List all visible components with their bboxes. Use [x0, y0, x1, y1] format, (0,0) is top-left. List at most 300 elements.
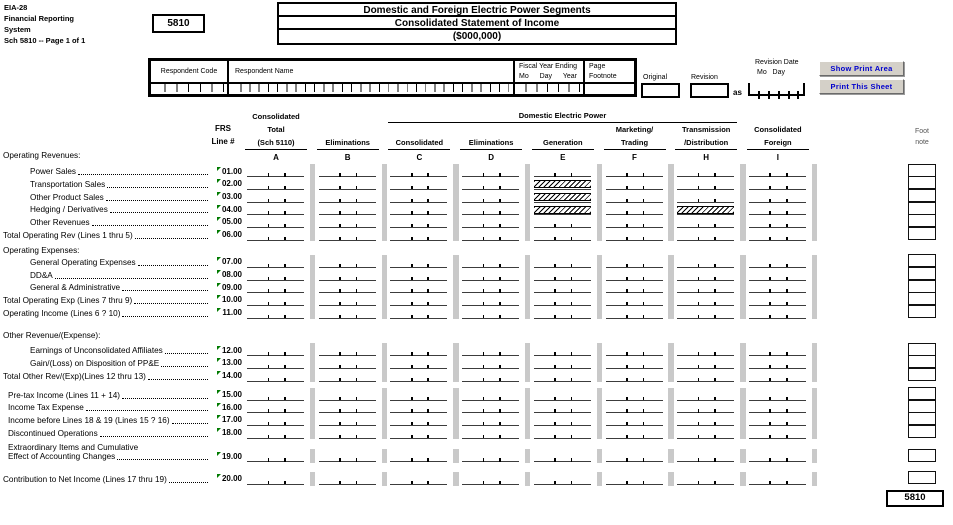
cell-underline — [319, 292, 376, 293]
cell-B-04.00[interactable] — [317, 204, 379, 216]
cell-C-01.00[interactable] — [388, 166, 450, 178]
cell-underline — [677, 292, 734, 293]
cell-B-18.00[interactable] — [317, 427, 379, 439]
cell-E-18.00[interactable] — [532, 427, 594, 439]
cell-A-03.00[interactable] — [245, 191, 307, 203]
cell-C-12.00[interactable] — [388, 345, 450, 357]
cell-F-01.00[interactable] — [604, 166, 666, 178]
cell-underline — [390, 202, 447, 203]
cell-C-03.00[interactable] — [388, 191, 450, 203]
cell-E-03.00[interactable] — [532, 191, 594, 203]
cell-A-06.00[interactable] — [245, 229, 307, 241]
cell-underline — [749, 318, 806, 319]
cell-E-16.00[interactable] — [532, 402, 594, 414]
comma-tick — [571, 264, 573, 268]
column-separator-bar — [597, 343, 603, 382]
cell-C-18.00[interactable] — [388, 427, 450, 439]
footnote-box-08.00[interactable] — [908, 267, 936, 280]
cell-H-11.00[interactable] — [675, 307, 737, 319]
footnote-box-15.00[interactable] — [908, 387, 936, 400]
cell-I-19.00[interactable] — [747, 451, 809, 463]
cell-A-02.00[interactable] — [245, 178, 307, 190]
cell-C-17.00[interactable] — [388, 414, 450, 426]
cell-E-17.00[interactable] — [532, 414, 594, 426]
cell-E-06.00[interactable] — [532, 229, 594, 241]
comma-tick — [483, 173, 485, 177]
cell-H-14.00[interactable] — [675, 370, 737, 382]
cell-B-01.00[interactable] — [317, 166, 379, 178]
original-input-box[interactable] — [641, 83, 680, 98]
cell-H-20.00[interactable] — [675, 473, 737, 485]
comma-tick — [643, 224, 645, 228]
cell-D-05.00[interactable] — [460, 216, 522, 228]
cell-C-02.00[interactable] — [388, 178, 450, 190]
cell-B-13.00[interactable] — [317, 357, 379, 369]
cell-B-03.00[interactable] — [317, 191, 379, 203]
cell-B-11.00[interactable] — [317, 307, 379, 319]
cell-E-10.00[interactable] — [532, 294, 594, 306]
cell-B-02.00[interactable] — [317, 178, 379, 190]
cell-D-02.00[interactable] — [460, 178, 522, 190]
respondent-code-input[interactable] — [154, 83, 224, 92]
cell-D-07.00[interactable] — [460, 256, 522, 268]
cell-H-19.00[interactable] — [675, 451, 737, 463]
cell-D-13.00[interactable] — [460, 357, 522, 369]
cell-C-19.00[interactable] — [388, 451, 450, 463]
cell-underline — [390, 355, 447, 356]
comma-tick — [356, 186, 358, 190]
comma-tick — [769, 352, 771, 356]
comma-tick — [356, 199, 358, 203]
comma-tick — [339, 397, 341, 401]
cell-H-06.00[interactable] — [675, 229, 737, 241]
cell-A-14.00[interactable] — [245, 370, 307, 382]
cell-H-13.00[interactable] — [675, 357, 737, 369]
cell-underline — [319, 202, 376, 203]
cell-D-15.00[interactable] — [460, 389, 522, 401]
cell-D-19.00[interactable] — [460, 451, 522, 463]
cell-F-17.00[interactable] — [604, 414, 666, 426]
cell-I-16.00[interactable] — [747, 402, 809, 414]
revision-input-box[interactable] — [690, 83, 729, 98]
respondent-name-label: Respondent Name — [235, 68, 294, 75]
cell-F-19.00[interactable] — [604, 451, 666, 463]
cell-I-10.00[interactable] — [747, 294, 809, 306]
cell-I-14.00[interactable] — [747, 370, 809, 382]
cell-C-10.00[interactable] — [388, 294, 450, 306]
cell-E-15.00[interactable] — [532, 389, 594, 401]
comma-tick — [411, 315, 413, 319]
comma-tick — [427, 481, 429, 485]
cell-E-11.00[interactable] — [532, 307, 594, 319]
cell-D-14.00[interactable] — [460, 370, 522, 382]
cell-underline — [390, 267, 447, 268]
line-number-text: 16.00 — [221, 402, 242, 412]
comma-tick — [483, 481, 485, 485]
column-separator-bar — [382, 449, 388, 463]
cell-C-15.00[interactable] — [388, 389, 450, 401]
cell-C-13.00[interactable] — [388, 357, 450, 369]
cell-underline — [390, 189, 447, 190]
comma-tick — [339, 186, 341, 190]
column-separator-bar — [668, 449, 674, 463]
comma-tick — [499, 422, 501, 426]
column-header-rule-C — [388, 149, 450, 150]
cell-underline — [462, 214, 519, 215]
cell-I-20.00[interactable] — [747, 473, 809, 485]
cell-H-05.00[interactable] — [675, 216, 737, 228]
comma-tick — [427, 378, 429, 382]
cell-H-03.00[interactable] — [675, 191, 737, 203]
cell-F-03.00[interactable] — [604, 191, 666, 203]
footnote-box-05.00[interactable] — [908, 214, 936, 227]
cell-E-20.00[interactable] — [532, 473, 594, 485]
as-label: as — [733, 88, 742, 97]
cell-C-09.00[interactable] — [388, 282, 450, 294]
column-header-F: Trading — [620, 138, 649, 147]
cell-F-12.00[interactable] — [604, 345, 666, 357]
cell-B-08.00[interactable] — [317, 269, 379, 281]
line-number-text: 02.00 — [221, 179, 242, 189]
cell-B-15.00[interactable] — [317, 389, 379, 401]
cell-D-18.00[interactable] — [460, 427, 522, 439]
comma-tick — [427, 315, 429, 319]
comma-tick — [268, 199, 270, 203]
cell-E-09.00[interactable] — [532, 282, 594, 294]
cell-F-09.00[interactable] — [604, 282, 666, 294]
footnote-box-14.00[interactable] — [908, 368, 936, 381]
cell-D-12.00[interactable] — [460, 345, 522, 357]
cell-I-09.00[interactable] — [747, 282, 809, 294]
cell-B-07.00[interactable] — [317, 256, 379, 268]
cell-underline — [247, 318, 304, 319]
cell-underline — [390, 176, 447, 177]
cell-underline — [606, 267, 663, 268]
cell-underline — [749, 400, 806, 401]
cell-D-06.00[interactable] — [460, 229, 522, 241]
cell-underline — [247, 189, 304, 190]
cell-C-07.00[interactable] — [388, 256, 450, 268]
comment-indicator-icon — [217, 295, 221, 299]
line-number-text: 14.00 — [221, 371, 242, 380]
cell-F-18.00[interactable] — [604, 427, 666, 439]
cell-F-20.00[interactable] — [604, 473, 666, 485]
row-label — [30, 180, 210, 190]
cell-F-07.00[interactable] — [604, 256, 666, 268]
cell-F-11.00[interactable] — [604, 307, 666, 319]
cell-B-09.00[interactable] — [317, 282, 379, 294]
cell-I-02.00[interactable] — [747, 178, 809, 190]
cell-underline — [606, 412, 663, 413]
footnote-box-09.00[interactable] — [908, 280, 936, 293]
cell-E-02.00[interactable] — [532, 178, 594, 190]
cell-underline — [462, 227, 519, 228]
cell-underline — [749, 227, 806, 228]
cell-A-09.00[interactable] — [245, 282, 307, 294]
cell-C-06.00[interactable] — [388, 229, 450, 241]
cell-A-18.00[interactable] — [245, 427, 307, 439]
comma-tick — [411, 397, 413, 401]
line-number-text: 01.00 — [221, 166, 242, 176]
cell-I-08.00[interactable] — [747, 269, 809, 281]
dotted-leader — [92, 219, 208, 226]
cell-C-08.00[interactable] — [388, 269, 450, 281]
comment-indicator-icon — [217, 205, 221, 209]
column-header-B: Eliminations — [325, 138, 370, 147]
cell-underline — [390, 292, 447, 293]
row-label-text: Total Operating Rev (Lines 1 thru 5) — [3, 230, 133, 240]
cell-H-10.00[interactable] — [675, 294, 737, 306]
cell-B-12.00[interactable] — [317, 345, 379, 357]
comma-tick — [339, 365, 341, 369]
form-id-line: Sch 5810 -- Page 1 of 1 — [4, 36, 86, 45]
cell-underline — [677, 240, 734, 241]
cell-F-04.00[interactable] — [604, 204, 666, 216]
comment-indicator-icon — [217, 474, 221, 478]
cell-B-16.00[interactable] — [317, 402, 379, 414]
footnote-box-03.00[interactable] — [908, 189, 936, 202]
comma-tick — [356, 378, 358, 382]
cell-E-04.00[interactable] — [532, 204, 594, 216]
comma-tick — [284, 277, 286, 281]
comma-tick — [698, 352, 700, 356]
cell-I-15.00[interactable] — [747, 389, 809, 401]
comment-indicator-icon — [217, 270, 221, 274]
cell-D-08.00[interactable] — [460, 269, 522, 281]
comma-tick — [554, 458, 556, 462]
comma-tick — [427, 435, 429, 439]
cell-A-10.00[interactable] — [245, 294, 307, 306]
cell-A-01.00[interactable] — [245, 166, 307, 178]
cell-A-07.00[interactable] — [245, 256, 307, 268]
cell-D-04.00[interactable] — [460, 204, 522, 216]
cell-H-16.00[interactable] — [675, 402, 737, 414]
cell-I-03.00[interactable] — [747, 191, 809, 203]
cell-H-15.00[interactable] — [675, 389, 737, 401]
cell-C-14.00[interactable] — [388, 370, 450, 382]
cell-F-02.00[interactable] — [604, 178, 666, 190]
cell-underline — [677, 400, 734, 401]
cell-E-07.00[interactable] — [532, 256, 594, 268]
row-label-text: Income before Lines 18 & 19 (Lines 15 ? 16) — [8, 415, 170, 425]
cell-F-06.00[interactable] — [604, 229, 666, 241]
column-header-C: Consolidated — [395, 138, 444, 147]
comma-tick — [643, 173, 645, 177]
comma-tick — [483, 352, 485, 356]
comma-tick — [786, 409, 788, 413]
comma-tick — [356, 481, 358, 485]
footnote-box-04.00[interactable] — [908, 202, 936, 215]
cell-D-09.00[interactable] — [460, 282, 522, 294]
footnote-box-17.00[interactable] — [908, 412, 936, 425]
footnote-box-20.00[interactable] — [908, 471, 936, 484]
cell-E-19.00[interactable] — [532, 451, 594, 463]
cell-underline — [390, 280, 447, 281]
comma-tick — [769, 199, 771, 203]
cell-A-16.00[interactable] — [245, 402, 307, 414]
cell-A-19.00[interactable] — [245, 451, 307, 463]
cell-F-15.00[interactable] — [604, 389, 666, 401]
column-separator-bar — [740, 472, 746, 486]
show-print-area-button[interactable]: Show Print Area — [819, 61, 904, 76]
revision-label: Revision — [691, 74, 718, 81]
cell-H-01.00[interactable] — [675, 166, 737, 178]
fiscal-year-label: Fiscal Year Ending — [519, 63, 577, 70]
cell-underline — [247, 214, 304, 215]
print-this-sheet-button[interactable]: Print This Sheet — [819, 79, 904, 94]
cell-C-11.00[interactable] — [388, 307, 450, 319]
respondent-name-input[interactable] — [232, 83, 509, 92]
footnote-box-10.00[interactable] — [908, 292, 936, 305]
cell-I-17.00[interactable] — [747, 414, 809, 426]
cell-A-20.00[interactable] — [245, 473, 307, 485]
cell-H-12.00[interactable] — [675, 345, 737, 357]
cell-D-17.00[interactable] — [460, 414, 522, 426]
cell-underline — [534, 438, 591, 439]
cell-D-16.00[interactable] — [460, 402, 522, 414]
footnote-box-18.00[interactable] — [908, 425, 936, 438]
cell-H-17.00[interactable] — [675, 414, 737, 426]
footnote-box-01.00[interactable] — [908, 164, 936, 177]
cell-F-05.00[interactable] — [604, 216, 666, 228]
line-number-18.00 — [204, 428, 242, 438]
cell-E-05.00[interactable] — [532, 216, 594, 228]
comma-tick — [411, 409, 413, 413]
cell-E-13.00[interactable] — [532, 357, 594, 369]
cell-A-17.00[interactable] — [245, 414, 307, 426]
cell-underline — [319, 381, 376, 382]
cell-F-13.00[interactable] — [604, 357, 666, 369]
comma-tick — [626, 378, 628, 382]
row-section-label: Operating Revenues: — [3, 151, 81, 160]
cell-H-04.00[interactable] — [675, 204, 737, 216]
cell-H-18.00[interactable] — [675, 427, 737, 439]
cell-F-16.00[interactable] — [604, 402, 666, 414]
footnote-box-06.00[interactable] — [908, 227, 936, 240]
cell-A-13.00[interactable] — [245, 357, 307, 369]
cell-F-14.00[interactable] — [604, 370, 666, 382]
cell-I-05.00[interactable] — [747, 216, 809, 228]
cell-D-03.00[interactable] — [460, 191, 522, 203]
dotted-leader — [138, 259, 208, 266]
comma-tick — [284, 173, 286, 177]
comma-tick — [411, 365, 413, 369]
cell-C-16.00[interactable] — [388, 402, 450, 414]
cell-H-08.00[interactable] — [675, 269, 737, 281]
cell-F-08.00[interactable] — [604, 269, 666, 281]
cell-B-19.00[interactable] — [317, 451, 379, 463]
dotted-leader — [122, 392, 208, 399]
comma-tick — [499, 173, 501, 177]
cell-D-01.00[interactable] — [460, 166, 522, 178]
comma-tick — [284, 302, 286, 306]
cell-D-10.00[interactable] — [460, 294, 522, 306]
cell-F-10.00[interactable] — [604, 294, 666, 306]
cell-underline — [319, 214, 376, 215]
cell-H-07.00[interactable] — [675, 256, 737, 268]
cell-I-11.00[interactable] — [747, 307, 809, 319]
cell-underline — [247, 240, 304, 241]
cell-I-01.00[interactable] — [747, 166, 809, 178]
cell-underline — [534, 280, 591, 281]
footnote-box-12.00[interactable] — [908, 343, 936, 356]
column-separator-bar — [310, 255, 316, 320]
line-number-17.00 — [204, 415, 242, 425]
cell-E-14.00[interactable] — [532, 370, 594, 382]
cell-A-05.00[interactable] — [245, 216, 307, 228]
line-number-text: 11.00 — [222, 308, 242, 317]
cell-C-04.00[interactable] — [388, 204, 450, 216]
cell-E-08.00[interactable] — [532, 269, 594, 281]
cell-underline — [749, 425, 806, 426]
cell-B-20.00[interactable] — [317, 473, 379, 485]
column-header-rule-A — [245, 149, 307, 150]
cell-E-01.00[interactable] — [532, 166, 594, 178]
cell-underline — [534, 368, 591, 369]
footnote-box-16.00[interactable] — [908, 400, 936, 413]
cell-I-13.00[interactable] — [747, 357, 809, 369]
comma-tick — [411, 352, 413, 356]
comma-tick — [571, 173, 573, 177]
cell-I-12.00[interactable] — [747, 345, 809, 357]
comma-tick — [643, 481, 645, 485]
comma-tick — [786, 435, 788, 439]
cell-C-05.00[interactable] — [388, 216, 450, 228]
comma-tick — [786, 264, 788, 268]
comma-tick — [483, 378, 485, 382]
cell-H-02.00[interactable] — [675, 178, 737, 190]
footnote-box-07.00[interactable] — [908, 254, 936, 267]
cell-A-08.00[interactable] — [245, 269, 307, 281]
comma-tick — [411, 237, 413, 241]
cell-I-18.00[interactable] — [747, 427, 809, 439]
cell-B-17.00[interactable] — [317, 414, 379, 426]
cell-A-11.00[interactable] — [245, 307, 307, 319]
comma-tick — [714, 237, 716, 241]
comma-tick — [339, 199, 341, 203]
comma-tick — [786, 224, 788, 228]
page-footnote-input[interactable] — [585, 84, 634, 94]
cell-D-20.00[interactable] — [460, 473, 522, 485]
cell-B-10.00[interactable] — [317, 294, 379, 306]
comma-tick — [427, 186, 429, 190]
cell-B-14.00[interactable] — [317, 370, 379, 382]
cell-C-20.00[interactable] — [388, 473, 450, 485]
column-separator-bar — [597, 449, 603, 463]
cell-B-05.00[interactable] — [317, 216, 379, 228]
cell-I-04.00[interactable] — [747, 204, 809, 216]
cell-E-12.00[interactable] — [532, 345, 594, 357]
fiscal-year-input[interactable] — [516, 83, 580, 92]
cell-B-06.00[interactable] — [317, 229, 379, 241]
cell-A-04.00[interactable] — [245, 204, 307, 216]
cell-D-11.00[interactable] — [460, 307, 522, 319]
cell-A-12.00[interactable] — [245, 345, 307, 357]
footnote-box-11.00[interactable] — [908, 305, 936, 318]
comma-tick — [769, 237, 771, 241]
cell-underline — [749, 461, 806, 462]
footnote-box-13.00[interactable] — [908, 355, 936, 368]
comma-tick — [769, 277, 771, 281]
cell-A-15.00[interactable] — [245, 389, 307, 401]
cell-H-09.00[interactable] — [675, 282, 737, 294]
cell-I-06.00[interactable] — [747, 229, 809, 241]
revision-date-input[interactable] — [748, 83, 805, 96]
comma-tick — [483, 277, 485, 281]
footnote-box-02.00[interactable] — [908, 176, 936, 189]
cell-I-07.00[interactable] — [747, 256, 809, 268]
footnote-box-19.00[interactable] — [908, 449, 936, 462]
